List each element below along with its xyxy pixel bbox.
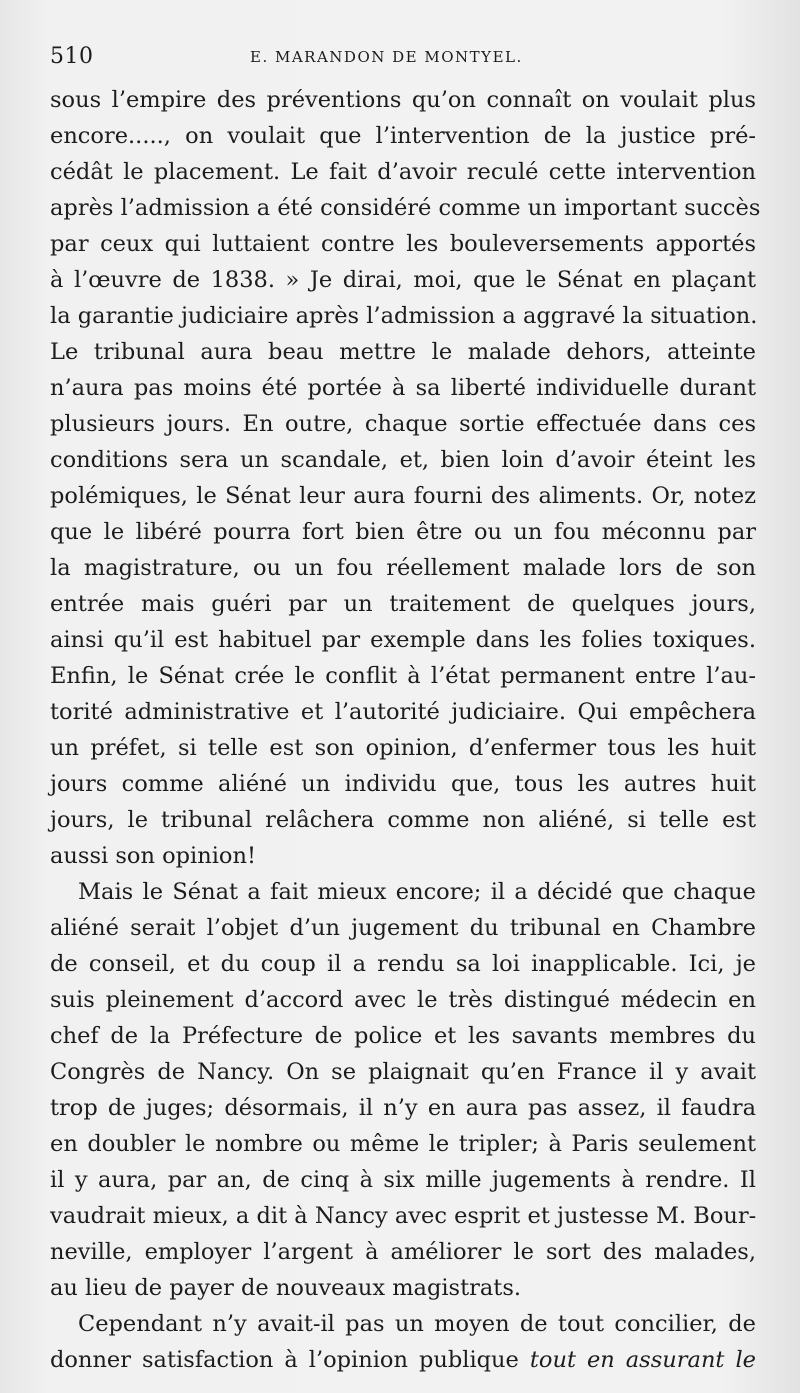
text-line: de conseil, et du coup il a rendu sa loi inapplicable. Ici, je: [50, 951, 756, 977]
italic-text-run: tout en assurant le: [529, 1347, 756, 1373]
text-line: chef de la Préfecture de police et les savants membres du: [50, 1023, 756, 1049]
text-line: après l’admission a été considéré comme un important succès: [50, 195, 761, 221]
text-line: en doubler le nombre ou même le tripler; à Paris seulement: [50, 1131, 756, 1157]
text-line: aliéné serait l’objet d’un jugement du tribunal en Chambre: [50, 915, 756, 941]
text-line: Congrès de Nancy. On se plaignait qu’en France il y avait: [50, 1059, 756, 1085]
text-line: au lieu de payer de nouveaux magistrats.: [50, 1275, 522, 1301]
text-line: aussi son opinion!: [50, 843, 256, 869]
text-line: sous l’empire des préventions qu’on connaît on voulait plus: [50, 87, 756, 113]
text-line: Enfin, le Sénat crée le conflit à l’état permanent entre l’au-: [50, 663, 756, 689]
text-line: jours, le tribunal relâchera comme non aliéné, si telle est: [50, 807, 756, 833]
text-line: plusieurs jours. En outre, chaque sortie effectuée dans ces: [50, 411, 756, 437]
text-line: Mais le Sénat a fait mieux encore; il a décidé que chaque: [78, 879, 756, 905]
text-line: polémiques, le Sénat leur aura fourni des aliments. Or, notez: [50, 483, 756, 509]
text-line: par ceux qui luttaient contre les bouleversements apportés: [50, 231, 756, 257]
text-line: la magistrature, ou un fou réellement malade lors de son: [50, 555, 756, 581]
text-line: entrée mais guéri par un traitement de quelques jours,: [50, 591, 756, 617]
text-line-final: [50, 1342, 756, 1378]
text-line: ainsi qu’il est habituel par exemple dans les folies toxiques.: [50, 627, 756, 653]
text-line: torité administrative et l’autorité judiciaire. Qui empêchera: [50, 699, 756, 725]
text-line: suis pleinement d’accord avec le très distingué médecin en: [50, 987, 756, 1013]
running-head: E. MARANDON DE MONTYEL.: [250, 48, 523, 66]
text-line: que le libéré pourra fort bien être ou un fou méconnu par: [50, 519, 756, 545]
text-line: trop de juges; désormais, il n’y en aura pas assez, il faudra: [50, 1095, 756, 1121]
text-line: neville, employer l’argent à améliorer le sort des malades,: [50, 1239, 756, 1265]
page-header: [50, 44, 760, 74]
text-line: cédât le placement. Le fait d’avoir reculé cette intervention: [50, 159, 756, 185]
text-line: encore....., on voulait que l’intervention de la justice pré-: [50, 123, 756, 149]
text-run: donner satisfaction à l’opinion publique: [50, 1347, 530, 1373]
text-line: jours comme aliéné un individu que, tous les autres huit: [50, 771, 756, 797]
text-line: n’aura pas moins été portée à sa liberté individuelle durant: [50, 375, 756, 401]
text-line: il y aura, par an, de cinq à six mille jugements à rendre. Il: [50, 1167, 756, 1193]
text-line: Cependant n’y avait-il pas un moyen de tout concilier, de: [78, 1311, 756, 1337]
page-number: 510: [50, 44, 94, 69]
text-line: à l’œuvre de 1838. » Je dirai, moi, que le Sénat en plaçant: [50, 267, 756, 293]
text-line: vaudrait mieux, a dit à Nancy avec esprit et justesse M. Bour-: [50, 1203, 757, 1229]
text-line: Le tribunal aura beau mettre le malade dehors, atteinte: [50, 339, 756, 365]
text-line: conditions sera un scandale, et, bien loin d’avoir éteint les: [50, 447, 756, 473]
text-line: un préfet, si telle est son opinion, d’enfermer tous les huit: [50, 735, 756, 761]
text-line: la garantie judiciaire après l’admission a aggravé la situation.: [50, 303, 758, 329]
